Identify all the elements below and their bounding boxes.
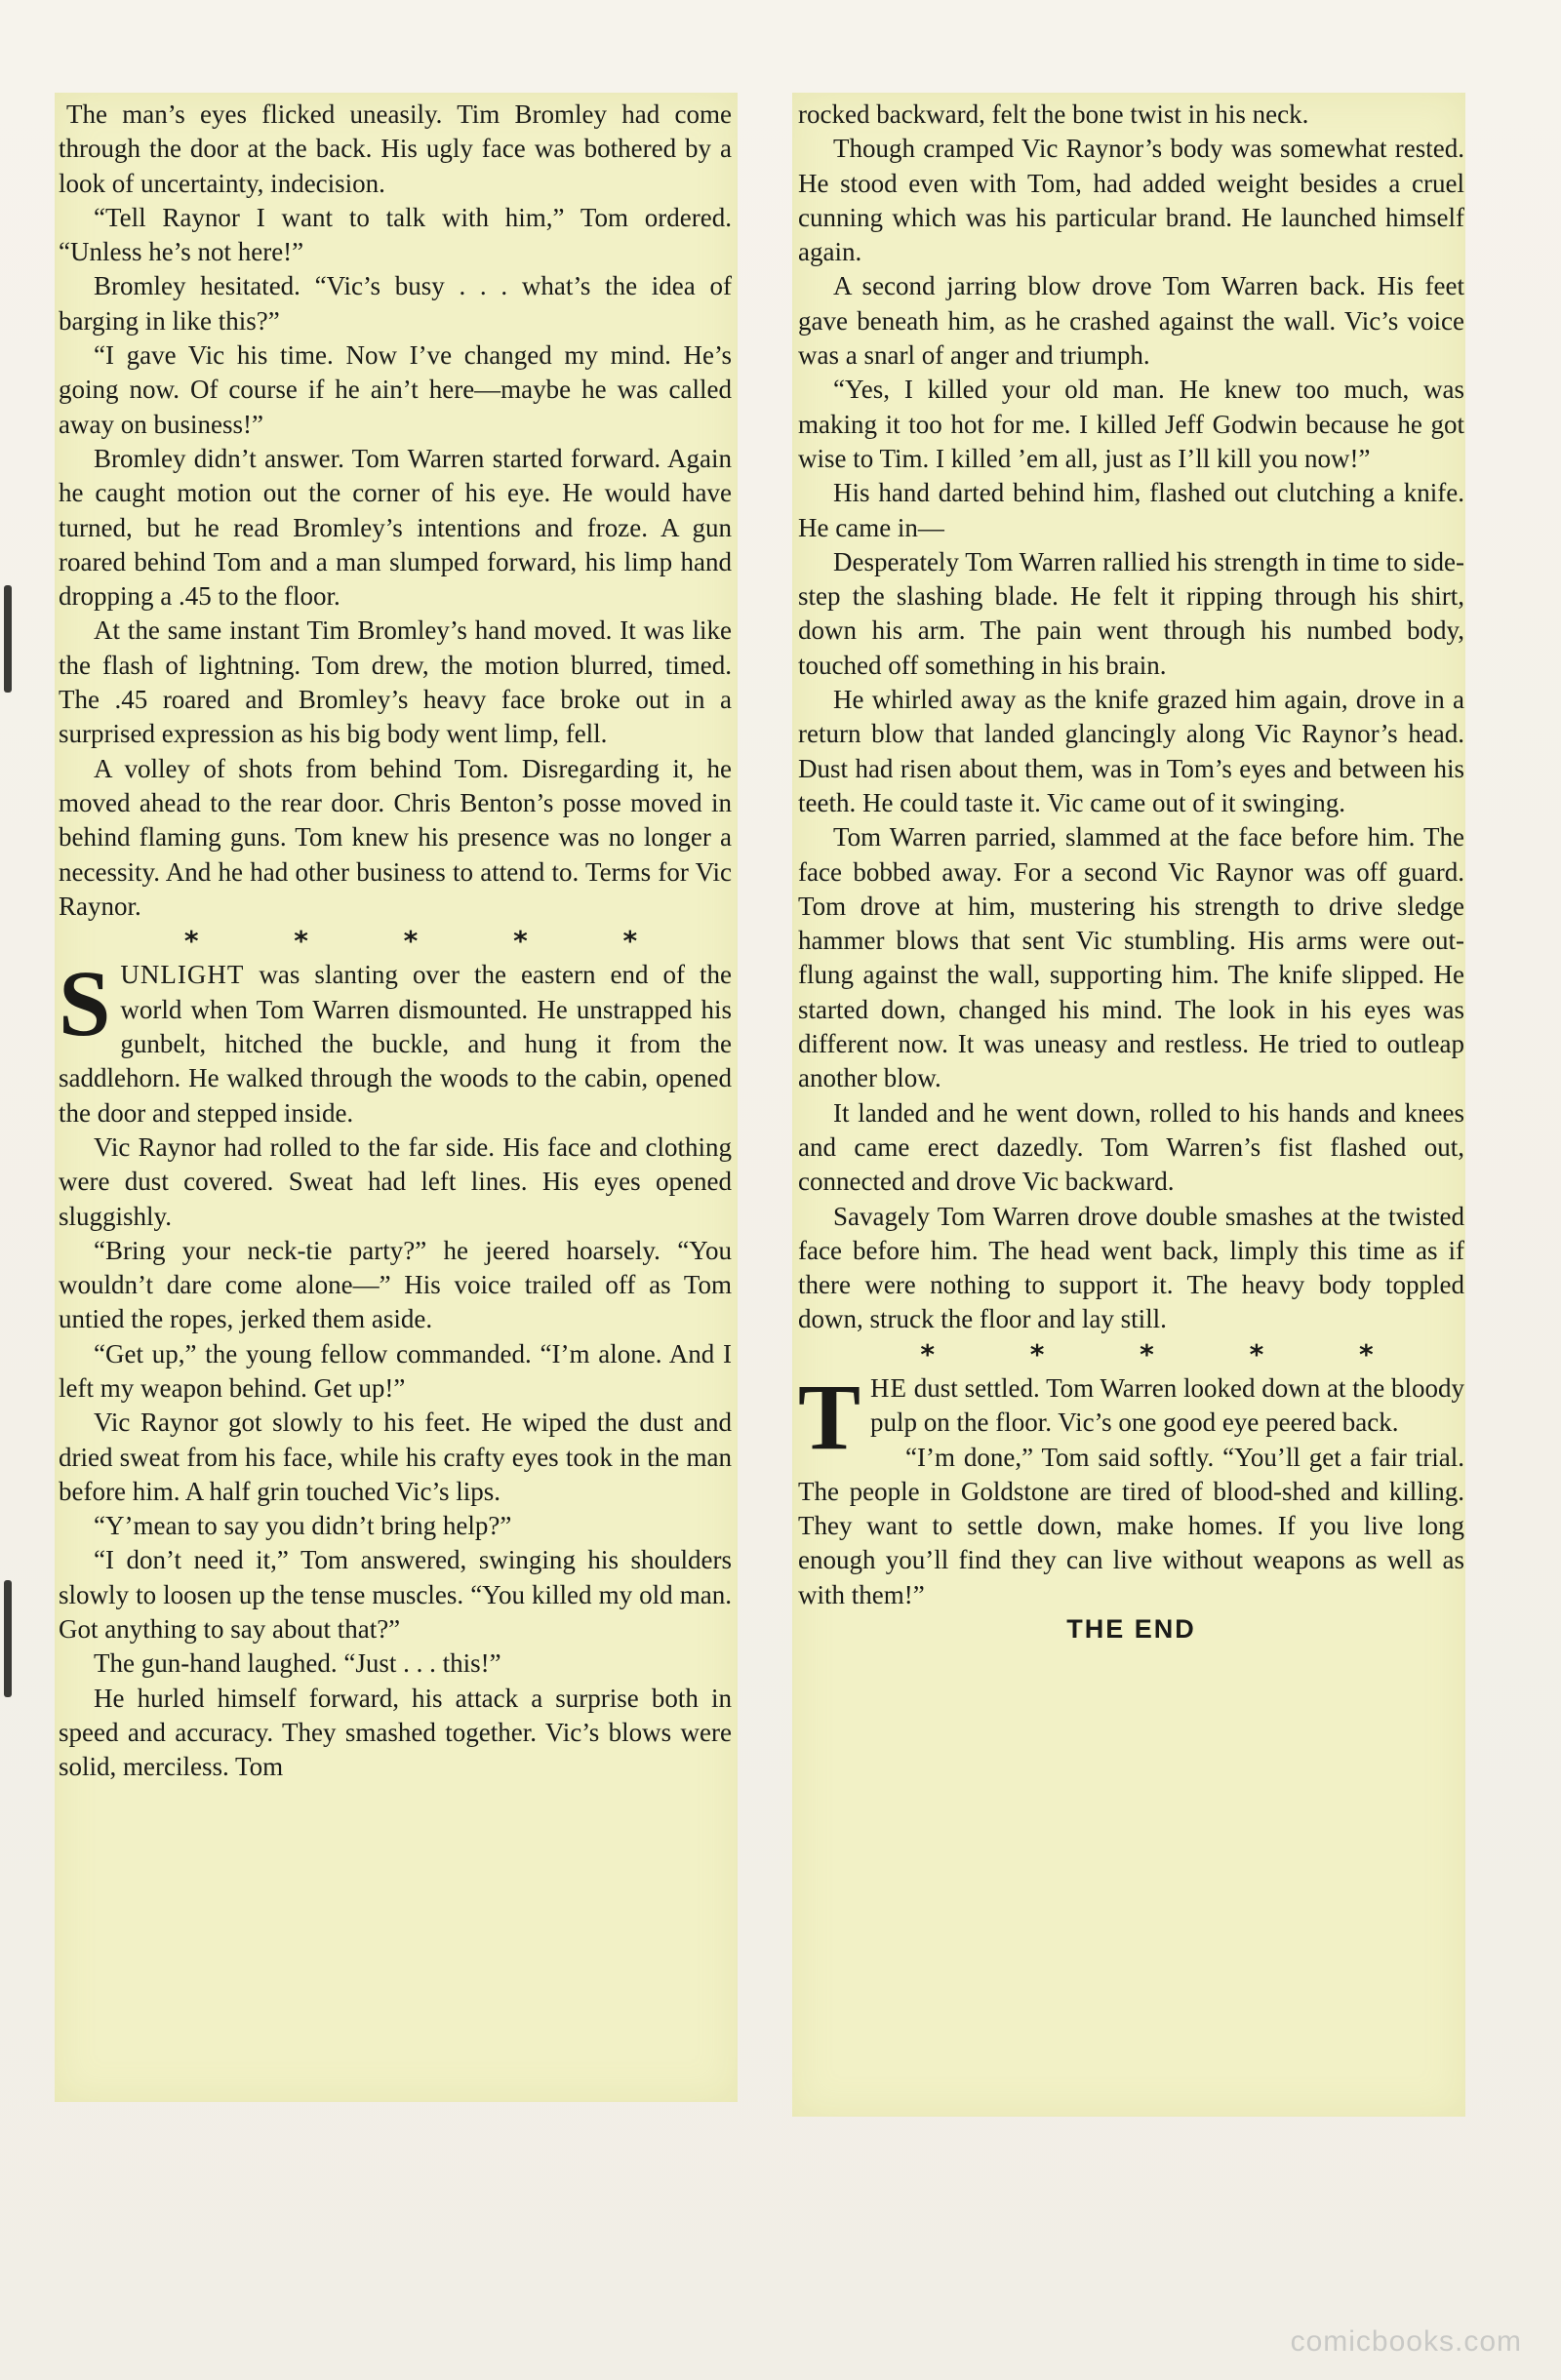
dropcap-paragraph <box>798 1364 1464 1469</box>
paragraph: “Get up,” the young fellow commanded. “I’m alone. And I left my weapon behind. Get up!” <box>59 1338 732 1403</box>
section-separator: * * * * * <box>920 1337 1417 1370</box>
paragraph: He hurled himself forward, his attack a surprise both in speed and accuracy. They smashed together. Vic’s blows were solid, merciless. Tom <box>59 1683 732 1782</box>
dropcap-paragraph-text: dust settled. Tom Warren looked down at the bloody pulp on the floor. Vic’s one good eye peered back. <box>870 1372 1464 1438</box>
paragraph: “Tell Raynor I want to talk with him,” Tom ordered. “Unless he’s not here!” <box>59 202 732 267</box>
binding-staple-mark-lower <box>4 1580 12 1697</box>
site-watermark: comicbooks.com <box>1290 2325 1522 2358</box>
dropcap-word: HE <box>870 1372 908 1403</box>
paragraph: “I gave Vic his time. Now I’ve changed my mind. He’s going now. Of course if he ain’t here—maybe he was called away on business!” <box>59 340 732 439</box>
binding-staple-mark <box>4 585 12 693</box>
left-column <box>59 98 732 1785</box>
paragraph: “Y’mean to say you didn’t bring help?” <box>94 1511 512 1541</box>
dropcap-paragraph-text: was slanting over the eastern end of the world when Tom Warren dismounted. He unstrapped his gunbelt, hitched the buckle, and hung it from the saddlehorn. He walked through the woods to the cabin, opened the door and stepped inside. <box>59 960 732 1128</box>
paragraph: His hand darted behind him, flashed out clutching a knife. He came in— <box>798 478 1464 542</box>
section-separator: * * * * * <box>183 925 681 958</box>
dropcap-paragraph <box>59 951 732 1130</box>
paragraph: “Bring your neck-tie party?” he jeered hoarsely. “You wouldn’t dare come alone—” His voice trailed off as Tom untied the ropes, jerked them aside. <box>59 1235 732 1334</box>
dropcap-letter: T <box>798 1364 861 1469</box>
paragraph: Bromley hesitated. “Vic’s busy . . . what’s the idea of barging in like this?” <box>59 271 732 336</box>
paragraph: Savagely Tom Warren drove double smashes at the twisted face before him. The head went back, limply this time as if there were nothing to support it. The heavy body toppled down, struck the floor and lay still. <box>798 1201 1464 1334</box>
paragraph: “I don’t need it,” Tom answered, swinging his shoulders slowly to loosen up the tense muscles. “You killed my old man. Got anything to say about that?” <box>59 1545 732 1645</box>
paragraph: Tom Warren parried, slammed at the face before him. The face bobbed away. For a second Vic Raynor was off guard. Tom drove at him, mustering his strength to drive sledge hammer blows that sent Vic stumbling. His arms were out-flung against the wall, supporting him. The knife slipped. He started down, changed his mind. The look in his eyes was different now. It was uneasy and restless. He tried to outleap another blow. <box>798 822 1464 1093</box>
paragraph: “I’m done,” Tom said softly. “You’ll get a fair trial. The people in Goldstone are tired of blood-shed and killing. They want to settle down, make homes. If you live long enough you’ll find they can live without weapons as well as with them!” <box>798 1442 1464 1609</box>
dropcap-word: UNLIGHT <box>120 960 245 990</box>
paragraph: The gun-hand laughed. “Just . . . this!” <box>94 1648 501 1679</box>
paragraph: A second jarring blow drove Tom Warren back. His feet gave beneath him, as he crashed against the wall. Vic’s voice was a snarl of anger and triumph. <box>798 271 1464 371</box>
paragraph: A volley of shots from behind Tom. Disregarding it, he moved ahead to the rear door. Chris Benton’s posse moved in behind flaming guns. Tom knew his presence was no longer a necessity. And he had other business to attend to. Terms for Vic Raynor. <box>59 753 732 921</box>
paragraph: Though cramped Vic Raynor’s body was somewhat rested. He stood even with Tom, had added weight besides a cruel cunning which was his particular brand. He launched himself again. <box>798 134 1464 267</box>
paragraph: Vic Raynor had rolled to the far side. His face and clothing were dust covered. Sweat had left lines. His eyes opened sluggishly. <box>59 1131 732 1231</box>
continued-line: rocked backward, felt the bone twist in his neck. <box>798 99 1309 129</box>
paragraph: Bromley didn’t answer. Tom Warren started forward. Again he caught motion out the corner of his eye. He would have turned, but he read Bromley’s intentions and froze. A gun roared behind Tom and a man slumped forward, his limp hand dropping a .45 to the floor. <box>59 443 732 612</box>
paragraph: Vic Raynor got slowly to his feet. He wiped the dust and dried sweat from his face, while his crafty eyes took in the man before him. A half grin touched Vic’s lips. <box>59 1408 732 1506</box>
the-end-label: THE END <box>1066 1614 1196 1645</box>
paragraph: It landed and he went down, rolled to his hands and knees and came erect dazedly. Tom Warren’s fist flashed out, connected and drove Vic backward. <box>798 1097 1464 1197</box>
paragraph: The man’s eyes flicked uneasily. Tim Bromley had come through the door at the back. His ugly face was bothered by a look of uncertainty, indecision. <box>59 99 732 198</box>
dropcap-letter: S <box>59 951 111 1056</box>
paragraph: “Yes, I killed your old man. He knew too much, was making it too hot for me. I killed Jeff Godwin because he got wise to Tim. I killed ’em all, just as I’ll kill you now!” <box>798 375 1464 473</box>
right-column <box>798 98 1464 1646</box>
paragraph: He whirled away as the knife grazed him again, drove in a return blow that landed glancingly along Vic Raynor’s head. Dust had risen about them, was in Tom’s eyes and between his teeth. He could taste it. Vic came out of it swinging. <box>798 685 1464 817</box>
paragraph: At the same instant Tim Bromley’s hand moved. It was like the flash of lightning. Tom drew, the motion blurred, timed. The .45 roared and Bromley’s heavy face broke out in a surprised expression as his big body went limp, fell. <box>59 615 732 749</box>
paragraph: Desperately Tom Warren rallied his strength in time to side-step the slashing blade. He felt it ripping through his shirt, down his arm. The pain went through his numbed body, touched off something in his brain. <box>798 546 1464 680</box>
